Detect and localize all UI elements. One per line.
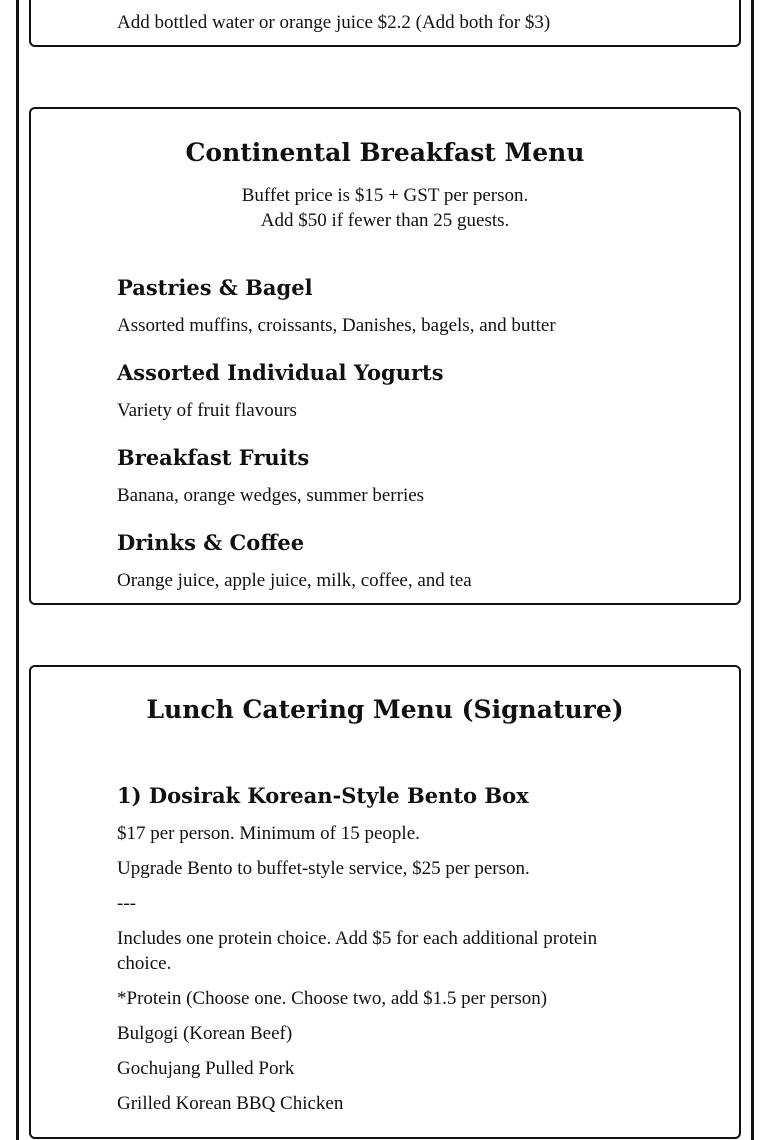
bento-upgrade-line: Upgrade Bento to buffet-style service, $25 per person. <box>117 858 530 879</box>
continental-breakfast-card <box>29 107 741 605</box>
lunch-title: Lunch Catering Menu (Signature) <box>146 695 624 724</box>
protein-option: Bulgogi (Korean Beef) <box>117 1023 293 1044</box>
breakfast-title: Continental Breakfast Menu <box>185 138 585 167</box>
drinks-addon-text: Add bottled water or orange juice $2.2 (Add both for $3) <box>117 12 551 33</box>
lunch-catering-card <box>29 665 741 1139</box>
protein-option: Gochujang Pulled Pork <box>117 1058 295 1079</box>
menu-item-description: Assorted muffins, croissants, Danishes, bagels, and butter <box>117 315 556 336</box>
protein-choice-line: *Protein (Choose one. Choose two, add $1.5 per person) <box>117 988 548 1009</box>
separator-text: --- <box>117 893 136 914</box>
menu-item-description: Variety of fruit flavours <box>117 400 297 421</box>
drinks-addon-card <box>29 0 741 47</box>
protein-info-line: Includes one protein choice. Add $5 for each additional protein choice. <box>117 928 598 974</box>
menu-item-heading: Assorted Individual Yogurts <box>117 360 444 385</box>
breakfast-price: Buffet price is $15 + GST per person. <box>241 185 529 206</box>
menu-item-description: Banana, orange wedges, summer berries <box>117 485 425 506</box>
bento-section-heading: 1) Dosirak Korean-Style Bento Box <box>117 783 529 808</box>
menu-item-heading: Pastries & Bagel <box>117 275 313 300</box>
menu-item-heading: Breakfast Fruits <box>117 445 310 470</box>
menu-item-heading: Drinks & Coffee <box>117 530 305 555</box>
menu-item-description: Orange juice, apple juice, milk, coffee, and tea <box>117 570 472 591</box>
protein-option: Grilled Korean BBQ Chicken <box>117 1093 344 1114</box>
bento-price-line: $17 per person. Minimum of 15 people. <box>117 823 420 844</box>
breakfast-surcharge: Add $50 if fewer than 25 guests. <box>260 210 510 231</box>
